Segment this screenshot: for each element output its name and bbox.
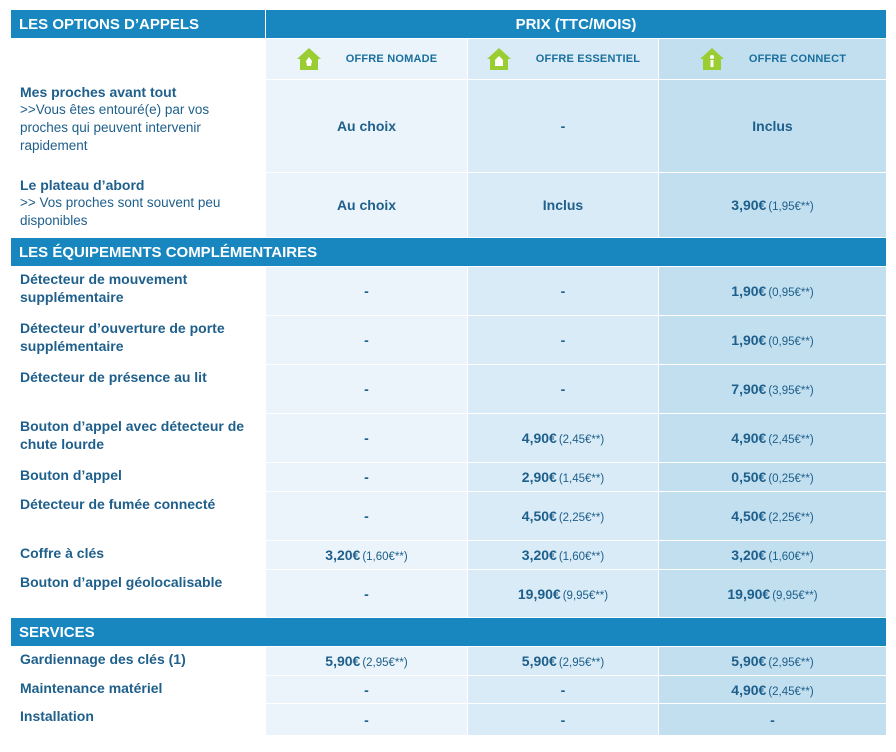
price-nomade: Au choix [266, 173, 468, 238]
price-nomade: - [266, 463, 468, 492]
offer-nomade-label: OFFRE NOMADE [345, 53, 438, 65]
price-nomade: - [266, 676, 468, 704]
price-essentiel: 4,90€ (2,45€**) [468, 414, 659, 463]
price-nomade: Au choix [266, 80, 468, 173]
price-essentiel: 5,90€ (2,95€**) [468, 647, 659, 676]
row-label: Coffre à clés [11, 541, 266, 570]
row-label: Détecteur de mouvement supplémentaire [11, 267, 266, 316]
price-connect: 3,20€ (1,60€**) [659, 541, 887, 570]
row-label: Gardiennage des clés (1) [11, 647, 266, 676]
price-connect: 1,90€ (0,95€**) [659, 316, 887, 365]
house-icon [486, 47, 512, 71]
table-row [11, 647, 887, 676]
price-connect: Inclus [659, 80, 887, 173]
price-connect: 3,90€ (1,95€**) [659, 173, 887, 238]
price-essentiel: - [468, 316, 659, 365]
row-label: Le plateau d’abord >> Vos proches sont souvent peu disponibles [11, 173, 266, 238]
table-row [11, 316, 887, 365]
table-row [11, 173, 887, 238]
offer-connect-label: OFFRE CONNECT [748, 53, 847, 65]
price-nomade: - [266, 316, 468, 365]
row-label: Maintenance matériel [11, 676, 266, 704]
price-connect: - [659, 704, 887, 736]
price-connect: 4,50€ (2,25€**) [659, 492, 887, 541]
price-essentiel: 4,50€ (2,25€**) [468, 492, 659, 541]
table-row [11, 365, 887, 414]
price-nomade: 3,20€ (1,60€**) [266, 541, 468, 570]
price-essentiel: - [468, 80, 659, 173]
section-header-services [11, 618, 887, 647]
table-row [11, 541, 887, 570]
price-nomade: 5,90€ (2,95€**) [266, 647, 468, 676]
table-row [11, 492, 887, 541]
offer-essentiel-header [468, 39, 659, 80]
pricing-table [10, 9, 887, 736]
price-connect: 0,50€ (0,25€**) [659, 463, 887, 492]
row-label: Détecteur de fumée connecté [11, 492, 266, 541]
price-nomade: - [266, 414, 468, 463]
section-header-equipements [11, 238, 887, 267]
table-row [11, 704, 887, 736]
price-connect: 4,90€ (2,45€**) [659, 414, 887, 463]
price-essentiel: 19,90€ (9,95€**) [468, 570, 659, 618]
offers-header-row [11, 39, 887, 80]
row-label: Bouton d’appel [11, 463, 266, 492]
price-connect: 5,90€ (2,95€**) [659, 647, 887, 676]
price-essentiel: 3,20€ (1,60€**) [468, 541, 659, 570]
price-connect: 7,90€ (3,95€**) [659, 365, 887, 414]
row-label: Mes proches avant tout >>Vous êtes entouré(e) par vos proches qui peuvent intervenir rapidement [11, 80, 266, 173]
table-row [11, 414, 887, 463]
table-row [11, 267, 887, 316]
price-nomade: - [266, 492, 468, 541]
house-icon [699, 47, 725, 71]
offer-essentiel-label: OFFRE ESSENTIEL [535, 53, 641, 65]
price-nomade: - [266, 570, 468, 618]
price-essentiel: - [468, 676, 659, 704]
house-icon [296, 47, 322, 71]
row-label: Bouton d’appel avec détecteur de chute lourde [11, 414, 266, 463]
row-label: Bouton d’appel géolocalisable [11, 570, 266, 618]
price-nomade: - [266, 365, 468, 414]
offer-nomade-header [266, 39, 468, 80]
section-header-appels [11, 10, 887, 39]
prix-header: PRIX (TTC/MOIS) [266, 10, 887, 39]
offer-connect-header [659, 39, 887, 80]
price-essentiel: - [468, 267, 659, 316]
offers-blank-cell [11, 39, 266, 80]
section-title-services: SERVICES [11, 618, 887, 647]
row-label: Installation [11, 704, 266, 736]
price-essentiel: Inclus [468, 173, 659, 238]
price-essentiel: 2,90€ (1,45€**) [468, 463, 659, 492]
price-nomade: - [266, 267, 468, 316]
table-row [11, 676, 887, 704]
price-nomade: - [266, 704, 468, 736]
row-label: Détecteur de présence au lit [11, 365, 266, 414]
section-title-appels: LES OPTIONS D’APPELS [11, 10, 266, 39]
price-essentiel: - [468, 365, 659, 414]
price-essentiel: - [468, 704, 659, 736]
section-title-equipements: LES ÉQUIPEMENTS COMPLÉMENTAIRES [11, 238, 887, 267]
table-row [11, 570, 887, 618]
price-connect: 1,90€ (0,95€**) [659, 267, 887, 316]
price-connect: 19,90€ (9,95€**) [659, 570, 887, 618]
row-label: Détecteur d’ouverture de porte supplémentaire [11, 316, 266, 365]
table-row [11, 80, 887, 173]
table-row [11, 463, 887, 492]
price-connect: 4,90€ (2,45€**) [659, 676, 887, 704]
